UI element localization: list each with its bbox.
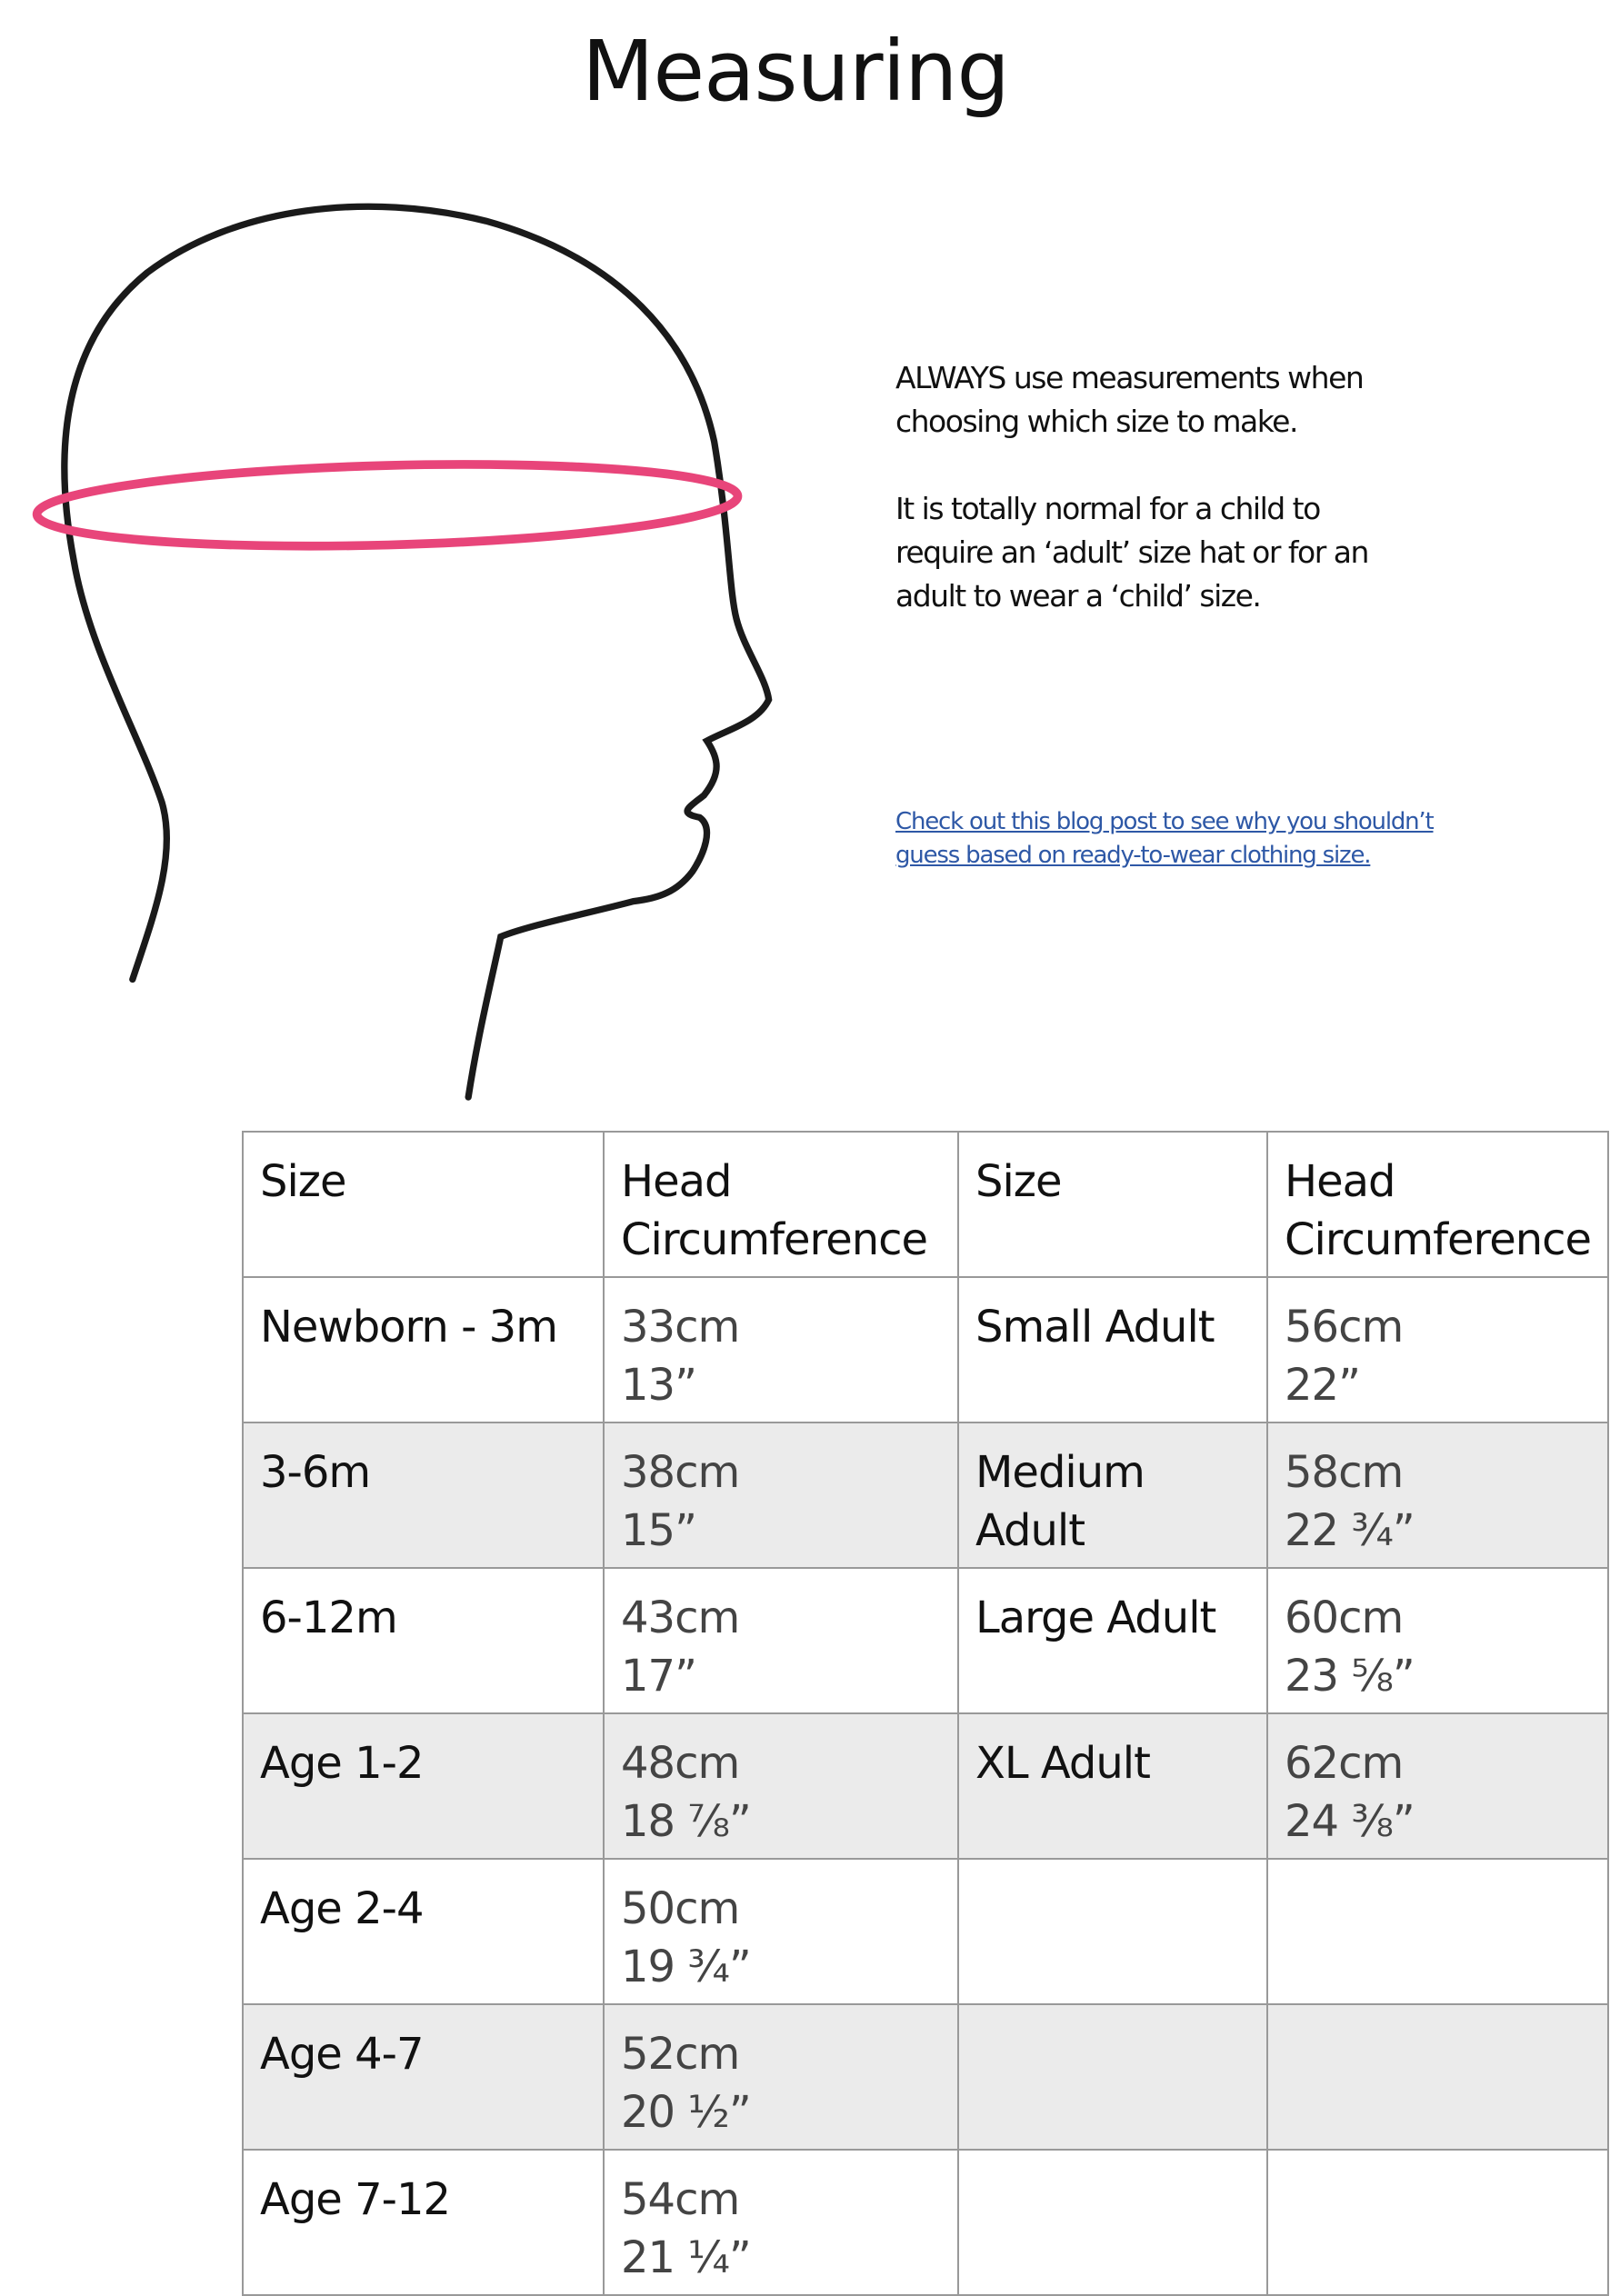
size-cell xyxy=(958,1859,1267,2004)
table-row xyxy=(243,1277,1608,1423)
inch-value: 18 ⅞” xyxy=(621,1796,751,1847)
head-outline xyxy=(65,206,769,1097)
circumference-cell xyxy=(604,1568,958,1713)
circumference-cell xyxy=(1267,2150,1608,2295)
size-cell xyxy=(958,1423,1267,1568)
intro-paragraph-1: ALWAYS use measurements when choosing which size to make. xyxy=(895,360,1364,439)
cm-value: 58cm xyxy=(1285,1447,1404,1498)
table-row xyxy=(243,1568,1608,1713)
size-label: Age 1-2 xyxy=(260,1738,424,1789)
inch-value: 19 ¾” xyxy=(621,1942,751,1992)
table-row xyxy=(243,1859,1608,2004)
inch-value: 23 ⅝” xyxy=(1285,1651,1415,1702)
cm-value: 48cm xyxy=(621,1738,740,1789)
cm-value: 52cm xyxy=(621,2029,740,2080)
circumference-cell xyxy=(1267,1713,1608,1859)
circumference-cell xyxy=(1267,1568,1608,1713)
cm-value: 33cm xyxy=(621,1302,740,1353)
cm-value: 50cm xyxy=(621,1883,740,1934)
cm-value: 56cm xyxy=(1285,1302,1404,1353)
size-label: Age 7-12 xyxy=(260,2174,451,2225)
size-cell xyxy=(958,1713,1267,1859)
inch-value: 22” xyxy=(1285,1360,1360,1411)
size-label: Age 4-7 xyxy=(260,2029,424,2080)
size-chart-table xyxy=(242,1131,1609,2296)
circumference-cell xyxy=(1267,1277,1608,1423)
size-cell xyxy=(958,1277,1267,1423)
header-head-circumference xyxy=(604,1132,958,1277)
size-label: Newborn - 3m xyxy=(260,1302,557,1353)
table-header-row xyxy=(243,1132,1608,1277)
size-cell xyxy=(243,1277,604,1423)
header-size xyxy=(958,1132,1267,1277)
inch-value: 17” xyxy=(621,1651,696,1702)
size-cell xyxy=(243,1423,604,1568)
size-label: XL Adult xyxy=(975,1738,1150,1789)
circumference-cell xyxy=(604,2004,958,2150)
header-text: Circumference xyxy=(621,1214,928,1265)
size-cell xyxy=(958,2150,1267,2295)
table-row xyxy=(243,2004,1608,2150)
size-label: 6-12m xyxy=(260,1592,397,1643)
blog-post-link[interactable]: Check out this blog post to see why you shouldn’t guess based on ready-to-wear clothing size. xyxy=(895,808,1434,869)
cm-value: 60cm xyxy=(1285,1592,1404,1643)
size-cell xyxy=(243,1713,604,1859)
measuring-band xyxy=(35,456,738,554)
table-row xyxy=(243,2150,1608,2295)
header-text: Head xyxy=(621,1156,732,1207)
circumference-cell xyxy=(604,1859,958,2004)
page-title: Measuring xyxy=(582,23,1009,120)
inch-value: 21 ¼” xyxy=(621,2232,751,2283)
size-cell xyxy=(243,2004,604,2150)
size-label: Large Adult xyxy=(975,1592,1216,1643)
size-cell xyxy=(243,2150,604,2295)
circumference-cell xyxy=(1267,1423,1608,1568)
size-cell xyxy=(243,1859,604,2004)
size-cell xyxy=(958,1568,1267,1713)
header-text: Head xyxy=(1285,1156,1395,1207)
circumference-cell xyxy=(604,1277,958,1423)
size-cell xyxy=(243,1568,604,1713)
size-label: 3-6m xyxy=(260,1447,371,1498)
header-text: Size xyxy=(260,1156,346,1207)
table-row xyxy=(243,1423,1608,1568)
cm-value: 43cm xyxy=(621,1592,740,1643)
circumference-cell xyxy=(1267,2004,1608,2150)
table-row xyxy=(243,1713,1608,1859)
header-size xyxy=(243,1132,604,1277)
inch-value: 20 ½” xyxy=(621,2087,751,2138)
size-label: Medium Adult xyxy=(975,1447,1145,1556)
cm-value: 38cm xyxy=(621,1447,740,1498)
size-label: Age 2-4 xyxy=(260,1883,424,1934)
size-cell xyxy=(958,2004,1267,2150)
circumference-cell xyxy=(604,1713,958,1859)
header-text: Size xyxy=(975,1156,1062,1207)
cm-value: 62cm xyxy=(1285,1738,1404,1789)
inch-value: 24 ⅜” xyxy=(1285,1796,1415,1847)
size-label: Small Adult xyxy=(975,1302,1215,1353)
inch-value: 13” xyxy=(621,1360,696,1411)
circumference-cell xyxy=(604,1423,958,1568)
inch-value: 22 ¾” xyxy=(1285,1505,1415,1556)
inch-value: 15” xyxy=(621,1505,696,1556)
circumference-cell xyxy=(1267,1859,1608,2004)
header-head-circumference xyxy=(1267,1132,1608,1277)
cm-value: 54cm xyxy=(621,2174,740,2225)
intro-paragraph-2: It is totally normal for a child to require an ‘adult’ size hat or for an adult to wear a ‘child’ size. xyxy=(895,491,1368,614)
header-text: Circumference xyxy=(1285,1214,1592,1265)
circumference-cell xyxy=(604,2150,958,2295)
